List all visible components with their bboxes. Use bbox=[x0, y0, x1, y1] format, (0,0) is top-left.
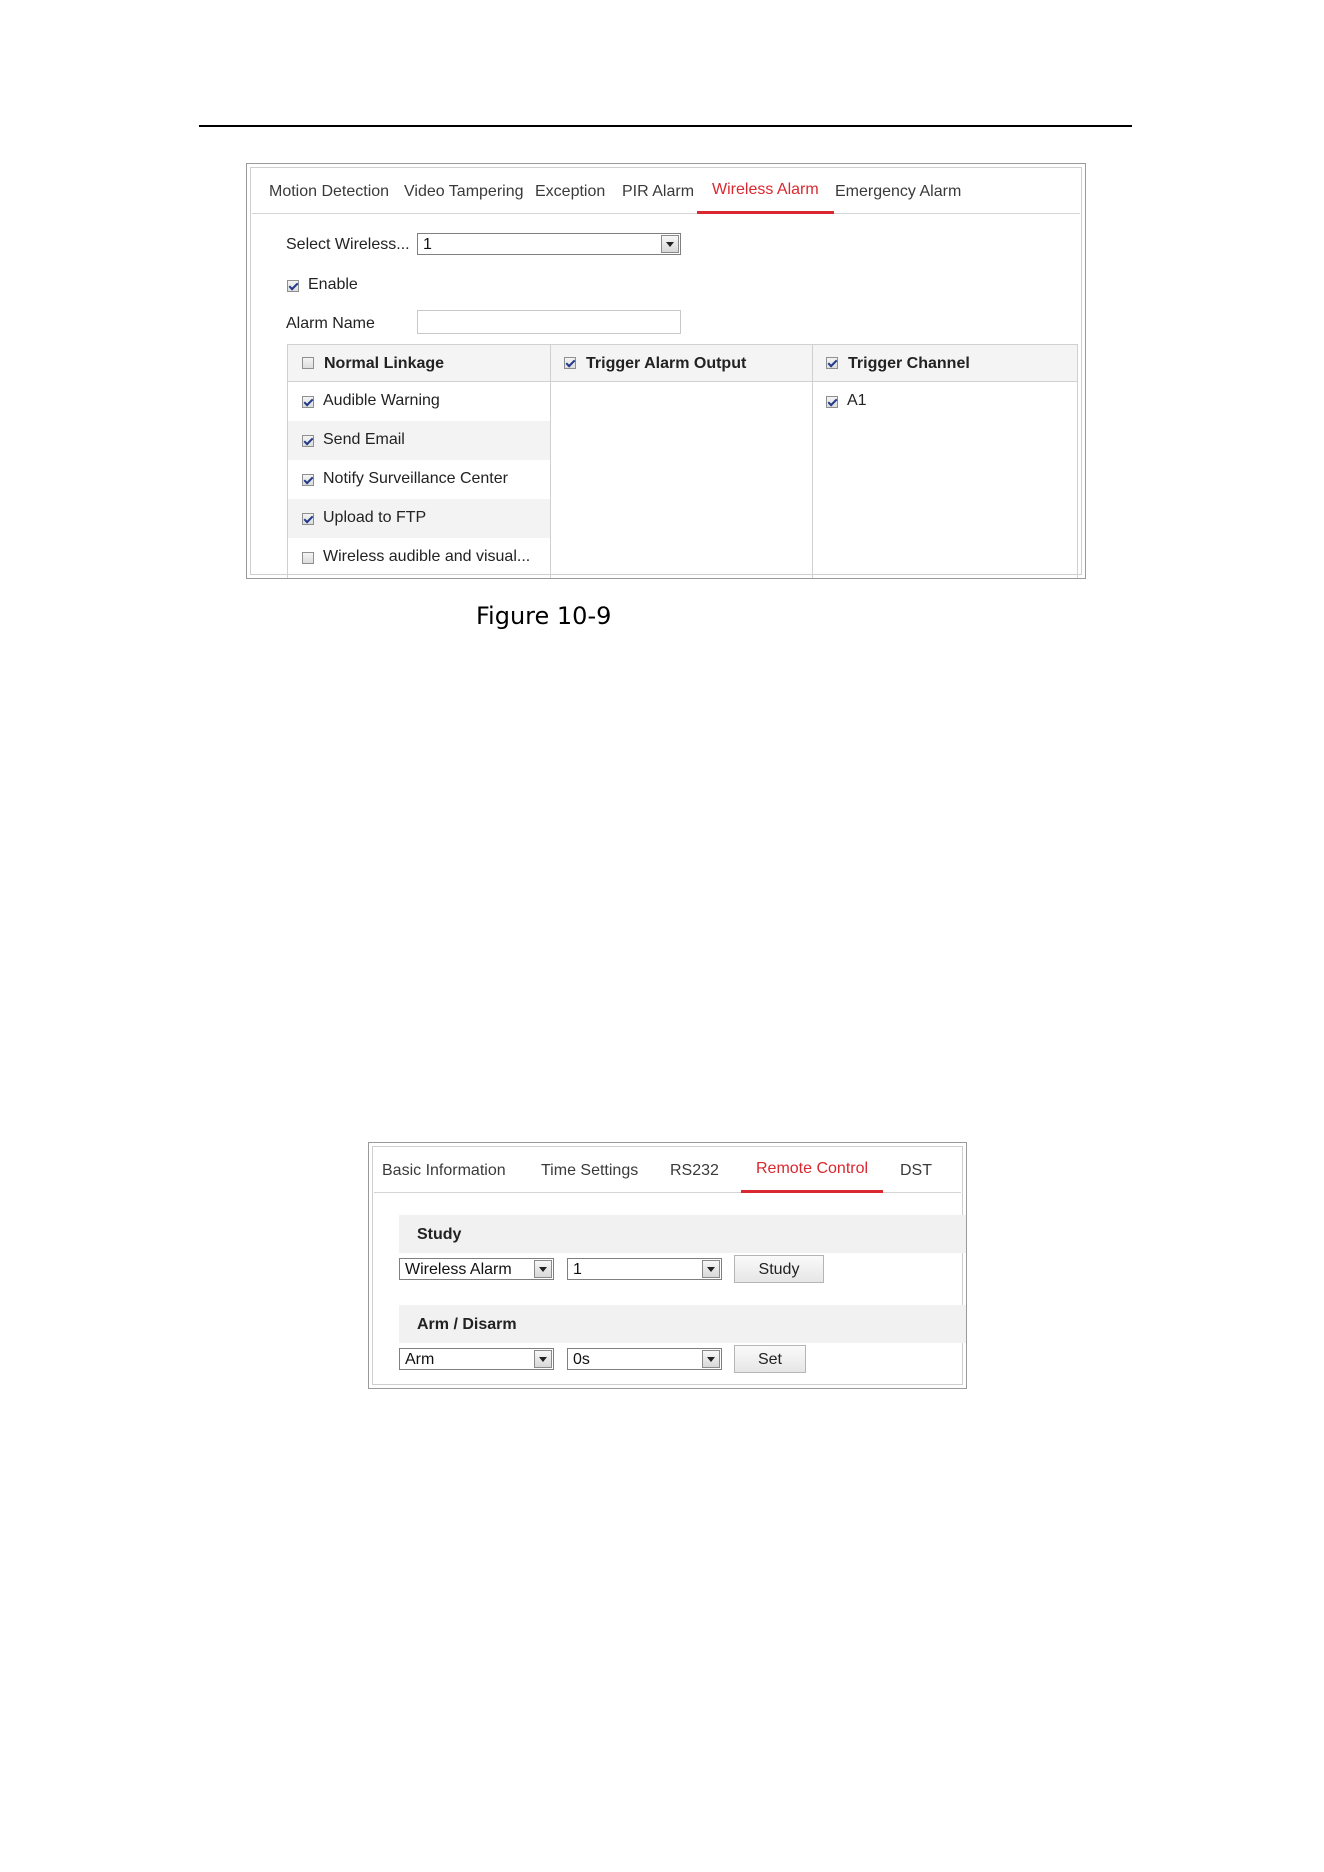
chevron-down-icon[interactable] bbox=[534, 1350, 552, 1368]
notify-surveillance-checkbox[interactable] bbox=[302, 474, 314, 486]
list-item: Notify Surveillance Center bbox=[323, 470, 508, 487]
linkage-grid bbox=[287, 344, 1078, 579]
tab-video-tampering[interactable]: Video Tampering bbox=[404, 183, 524, 200]
arm-mode-dropdown[interactable] bbox=[399, 1348, 554, 1370]
chevron-down-icon[interactable] bbox=[702, 1350, 720, 1368]
tab-dst[interactable]: DST bbox=[900, 1162, 932, 1179]
list-item: A1 bbox=[847, 392, 867, 409]
chevron-down-icon[interactable] bbox=[534, 1260, 552, 1278]
set-button[interactable]: Set bbox=[734, 1345, 806, 1373]
system-tabs bbox=[374, 1148, 961, 1193]
normal-linkage-header: Normal Linkage bbox=[324, 355, 445, 372]
study-section-title: Study bbox=[417, 1226, 462, 1243]
study-type-dropdown[interactable] bbox=[399, 1258, 554, 1280]
study-channel-dropdown[interactable] bbox=[567, 1258, 722, 1280]
arm-mode-value: Arm bbox=[405, 1351, 435, 1368]
enable-checkbox[interactable] bbox=[287, 280, 299, 292]
list-item: Send Email bbox=[323, 431, 405, 448]
study-section-header bbox=[399, 1215, 966, 1253]
trigger-alarm-output-checkbox[interactable] bbox=[564, 357, 576, 369]
wireless-audible-visual-checkbox[interactable] bbox=[302, 552, 314, 564]
list-item: Wireless audible and visual... bbox=[323, 548, 531, 565]
send-email-checkbox[interactable] bbox=[302, 435, 314, 447]
tab-motion-detection[interactable]: Motion Detection bbox=[269, 183, 390, 200]
tab-basic-information[interactable]: Basic Information bbox=[382, 1162, 506, 1179]
select-wireless-dropdown[interactable] bbox=[417, 233, 681, 255]
column-divider bbox=[550, 345, 551, 579]
figure-caption: Figure 10-9 bbox=[476, 602, 612, 630]
channel-a1-checkbox[interactable] bbox=[826, 396, 838, 408]
tab-emergency-alarm[interactable]: Emergency Alarm bbox=[835, 183, 962, 200]
study-channel-value: 1 bbox=[573, 1261, 582, 1278]
normal-linkage-checkbox[interactable] bbox=[302, 357, 314, 369]
study-type-value: Wireless Alarm bbox=[405, 1261, 512, 1278]
trigger-channel-header: Trigger Channel bbox=[848, 355, 970, 372]
list-item: Upload to FTP bbox=[323, 509, 427, 526]
arm-delay-value: 0s bbox=[573, 1351, 590, 1368]
chevron-down-icon[interactable] bbox=[702, 1260, 720, 1278]
chevron-down-icon[interactable] bbox=[661, 235, 679, 253]
tab-pir-alarm[interactable]: PIR Alarm bbox=[622, 183, 695, 200]
alarm-name-label: Alarm Name bbox=[286, 315, 375, 332]
wireless-alarm-panel bbox=[246, 163, 1086, 579]
arm-disarm-section-header bbox=[399, 1305, 966, 1343]
list-item: Audible Warning bbox=[323, 392, 440, 409]
trigger-alarm-output-header: Trigger Alarm Output bbox=[586, 355, 747, 372]
tab-exception[interactable]: Exception bbox=[535, 183, 606, 200]
trigger-channel-checkbox[interactable] bbox=[826, 357, 838, 369]
upload-ftp-checkbox[interactable] bbox=[302, 513, 314, 525]
page-header-rule bbox=[199, 125, 1132, 127]
remote-control-panel bbox=[368, 1142, 967, 1389]
tab-wireless-alarm[interactable]: Wireless Alarm bbox=[712, 169, 819, 213]
alarm-name-input[interactable] bbox=[417, 310, 681, 334]
study-button[interactable]: Study bbox=[734, 1255, 824, 1283]
tab-time-settings[interactable]: Time Settings bbox=[541, 1162, 639, 1179]
tab-remote-control[interactable]: Remote Control bbox=[756, 1148, 868, 1192]
event-tabs bbox=[252, 169, 1080, 214]
enable-label: Enable bbox=[308, 276, 358, 293]
tab-rs232[interactable]: RS232 bbox=[670, 1162, 719, 1179]
column-divider bbox=[812, 345, 813, 579]
audible-warning-checkbox[interactable] bbox=[302, 396, 314, 408]
arm-delay-dropdown[interactable] bbox=[567, 1348, 722, 1370]
select-wireless-label: Select Wireless... bbox=[286, 236, 410, 253]
arm-disarm-section-title: Arm / Disarm bbox=[417, 1316, 517, 1333]
select-wireless-value: 1 bbox=[423, 236, 432, 253]
